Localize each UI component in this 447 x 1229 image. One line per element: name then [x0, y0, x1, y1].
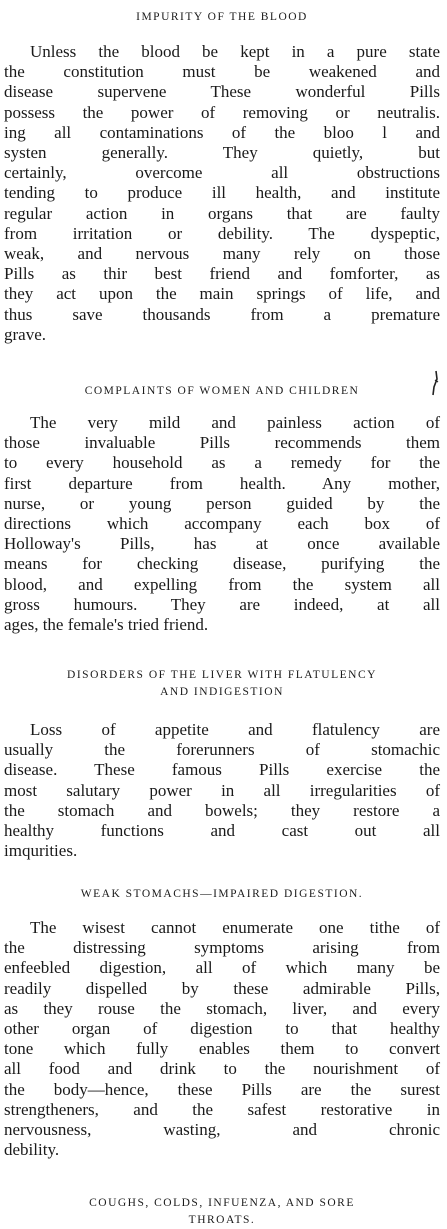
- heading-line: THROATS.: [188, 1214, 256, 1226]
- section-body-liver: [4, 720, 440, 861]
- text-line: The very mild and painless action of: [30, 413, 440, 432]
- text-line: disease supervene These wonderful Pills: [4, 82, 440, 102]
- text-line: regular action in organs that are faulty: [4, 203, 440, 223]
- text-line: weak, and nervous many rely on those: [4, 244, 440, 264]
- section-body-complaints: [4, 413, 440, 635]
- text-line: usually the forerunners of stomachic: [4, 740, 440, 760]
- text-line: strengtheners, and the safest restorative in: [4, 1099, 440, 1119]
- text-line: those invaluable Pills recommends them: [4, 433, 440, 453]
- text-line: all food and drink to the nourishment of: [4, 1059, 440, 1079]
- text-line: debility.: [4, 1140, 60, 1160]
- section-heading-impurity: [4, 9, 440, 26]
- text-line: Unless the blood be kept in a pure state: [30, 42, 440, 61]
- text-line: healthy functions and cast out all: [4, 821, 440, 841]
- text-line: directions which accompany each box of: [4, 514, 440, 534]
- text-line: Pills as thir best friend and fomforter, as: [4, 264, 440, 284]
- text-line: enfeebled digestion, all of which many be: [4, 958, 440, 978]
- text-line: to every household as a remedy for the: [4, 453, 440, 473]
- text-line: the constitution must be weakened and: [4, 62, 440, 82]
- heading-line: WEAK STOMACHS—IMPAIRED DIGESTION.: [80, 888, 364, 900]
- section-heading-stomachs: [4, 886, 440, 903]
- text-line: nurse, or young person guided by the: [4, 493, 440, 513]
- text-line: most salutary power in all irregularities of: [4, 780, 440, 800]
- text-line: other organ of digestion to that healthy: [4, 1019, 440, 1039]
- text-line: blood, and expelling from the system all: [4, 574, 440, 594]
- text-line: means for checking disease, purifying the: [4, 554, 440, 574]
- text-line: imqurities.: [4, 841, 78, 861]
- heading-line: AND INDIGESTION: [160, 686, 284, 698]
- text-line: Loss of appetite and flatulency are: [30, 720, 440, 739]
- text-line: gross humours. They are indeed, at all: [4, 594, 440, 614]
- text-line: disease. These famous Pills exercise the: [4, 760, 440, 780]
- text-line: The wisest cannot enumerate one tithe of: [30, 918, 440, 937]
- text-line: the body—hence, these Pills are the surest: [4, 1079, 440, 1099]
- text-line: thus save thousands from a premature: [4, 304, 440, 324]
- heading-line: COMPLAINTS OF WOMEN AND CHILDREN: [84, 385, 360, 397]
- ink-mark-icon: [430, 370, 440, 396]
- text-line: possess the power of removing or neutralis.: [4, 102, 440, 122]
- text-line: grave.: [4, 324, 47, 344]
- text-line: certainly, overcome all obstructions: [4, 163, 440, 183]
- section-heading-liver: [4, 667, 440, 701]
- section-body-stomachs: [4, 918, 440, 1160]
- text-line: tending to produce ill health, and institute: [4, 183, 440, 203]
- heading-line: IMPURITY OF THE BLOOD: [136, 11, 308, 23]
- text-line: they act upon the main springs of life, and: [4, 284, 440, 304]
- section-heading-complaints: [4, 383, 440, 400]
- text-line: the distressing symptoms arising from: [4, 938, 440, 958]
- section-heading-coughs: [4, 1195, 440, 1229]
- text-line: readily dispelled by these admirable Pills,: [4, 978, 440, 998]
- heading-line: COUGHS, COLDS, INFUENZA, AND SORE: [89, 1197, 355, 1209]
- text-line: nervousness, wasting, and chronic: [4, 1120, 440, 1140]
- text-line: from irritation or debility. The dyspeptic,: [4, 223, 440, 243]
- text-line: the stomach and bowels; they restore a: [4, 800, 440, 820]
- text-line: systen generally. They quietly, but: [4, 143, 440, 163]
- section-body-impurity: [4, 42, 440, 345]
- text-line: ing all contaminations of the bloo l and: [4, 122, 440, 142]
- heading-line: DISORDERS OF THE LIVER WITH FLATULENCY: [67, 669, 377, 681]
- text-line: tone which fully enables them to convert: [4, 1039, 440, 1059]
- text-line: ages, the female's tried friend.: [4, 615, 209, 635]
- text-line: first departure from health. Any mother,: [4, 473, 440, 493]
- text-line: as they rouse the stomach, liver, and every: [4, 998, 440, 1018]
- text-line: Holloway's Pills, has at once available: [4, 534, 440, 554]
